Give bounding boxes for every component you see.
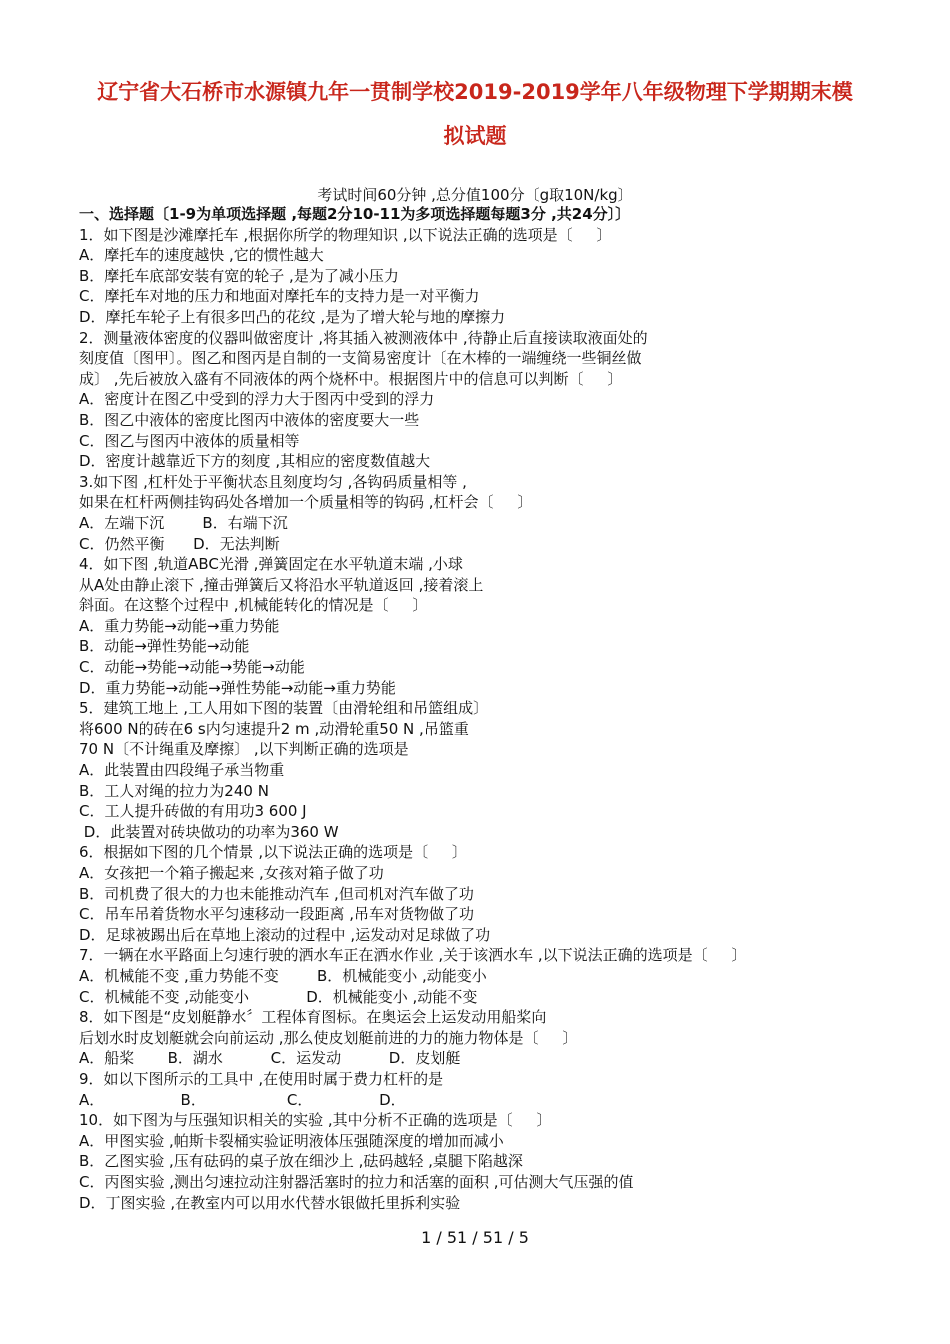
option-line: A．女孩把一个箱子搬起来 ,女孩对箱子做了功 [79, 864, 384, 882]
option-line: B．工人对绳的拉力为240 N [79, 781, 269, 800]
exam-info: 考试时间60分钟 ,总分值100分〔g取10N/kg〕 [317, 186, 633, 204]
question-line: 70 N〔不计绳重及摩擦〕 ,以下判断正确的选项是 [79, 740, 409, 759]
option-line: C．图乙与图丙中液体的质量相等 [79, 431, 300, 450]
option-line: D．摩托车轮子上有很多凹凸的花纹 ,是为了增大轮与地的摩擦力 [79, 307, 506, 326]
question-line: 将600 N的砖在6 s内匀速提升2 m ,动滑轮重50 N ,吊篮重 [79, 719, 469, 738]
option-line: D．此装置对砖块做功的功率为360 W [79, 822, 339, 841]
question-line: 9．如以下图所示的工具中 ,在使用时属于费力杠杆的是 [79, 1069, 444, 1088]
section-heading: 一、选择题〔1-9为单项选择题 ,每题2分10-11为多项选择题每题3分 ,共24分〕〕 [79, 205, 631, 223]
option-line: A．密度计在图乙中受到的浮力大于图丙中受到的浮力 [79, 390, 435, 409]
option-line: D．重力势能→动能→弹性势能→动能→重力势能 [79, 678, 396, 697]
page-footer: 1 / 51 / 51 / 5 [421, 1228, 529, 1247]
option-line: A．甲图实验 ,帕斯卡裂桶实验证明液体压强随深度的增加而减小 [79, 1131, 504, 1150]
question-line: 成〕 ,先后被放入盛有不同液体的两个烧杯中。根据图片中的信息可以判断〔 〕 [79, 369, 623, 388]
option-line: C．摩托车对地的压力和地面对摩托车的支持力是一对平衡力 [79, 287, 480, 306]
option-line: C．动能→势能→动能→势能→动能 [79, 658, 305, 677]
option-line: A． B． C． D． [79, 1090, 406, 1109]
question-line: 刻度值〔图甲〕。图乙和图丙是自制的一支简易密度计〔在木棒的一端缠绕一些铜丝做 [79, 349, 642, 368]
option-line: C．仍然平衡 D．无法判断 [79, 534, 280, 553]
option-line: B．动能→弹性势能→动能 [79, 637, 250, 656]
question-line: 5．建筑工地上 ,工人用如下图的装置〔由滑轮组和吊篮组成〕 [79, 699, 489, 718]
option-line: A．左端下沉 B．右端下沉 [79, 513, 288, 532]
option-line: D．足球被踢出后在草地上滚动的过程中 ,运发动对足球做了功 [79, 925, 491, 944]
option-line: D．密度计越靠近下方的刻度 ,其相应的密度数值越大 [79, 452, 431, 471]
option-line: C．吊车吊着货物水平匀速移动一段距离 ,吊车对货物做了功 [79, 905, 475, 924]
option-line: A．摩托车的速度越快 ,它的惯性越大 [79, 246, 324, 265]
option-line: A．机械能不变 ,重力势能不变 B．机械能变小 ,动能变小 [79, 966, 487, 985]
question-line: 如果在杠杆两侧挂钩码处各增加一个质量相等的钩码 ,杠杆会〔 〕 [79, 493, 533, 512]
question-line: 后划水时皮划艇就会向前运动 ,那么使皮划艇前进的力的施力物体是〔 〕 [79, 1028, 578, 1047]
question-body [79, 204, 879, 1213]
question-line: 7．一辆在水平路面上匀速行驶的洒水车正在洒水作业 ,关于该洒水车 ,以下说法正确的选项是〔 〕 [79, 946, 747, 965]
option-line: C．丙图实验 ,测出匀速拉动注射器活塞时的拉力和活塞的面积 ,可估测大气压强的值 [79, 1172, 634, 1191]
option-line: B．摩托车底部安装有宽的轮子 ,是为了减小压力 [79, 266, 399, 285]
question-line: 斜面。在这整个过程中 ,机械能转化的情况是〔 〕 [79, 596, 428, 615]
question-line: 3.如下图 ,杠杆处于平衡状态且刻度均匀 ,各钩码质量相等 , [79, 472, 467, 491]
option-line: A．此装置由四段绳子承当物重 [79, 761, 285, 780]
option-line: C．工人提升砖做的有用功3 600 J [79, 802, 307, 821]
option-line: A．重力势能→动能→重力势能 [79, 616, 280, 635]
question-line: 8．如下图是“皮划艇静水〞工程体育图标。在奥运会上运发动用船桨向 [79, 1008, 547, 1027]
option-line: C．机械能不变 ,动能变小 D．机械能变小 ,动能不变 [79, 987, 478, 1006]
document-title-line-1: 辽宁省大石桥市水源镇九年一贯制学校2019-2019学年八年级物理下学期期末模 [97, 80, 853, 104]
question-line: 从A处由静止滚下 ,撞击弹簧后又将沿水平轨道返回 ,接着滚上 [79, 575, 484, 594]
option-line: B．乙图实验 ,压有砝码的桌子放在细沙上 ,砝码越轻 ,桌腿下陷越深 [79, 1152, 523, 1171]
option-line: B．司机费了很大的力也未能推动汽车 ,但司机对汽车做了功 [79, 884, 474, 903]
option-line: B．图乙中液体的密度比图丙中液体的密度要大一些 [79, 410, 420, 429]
question-line: 6．根据如下图的几个情景 ,以下说法正确的选项是〔 〕 [79, 843, 467, 862]
question-line: 2．测量液体密度的仪器叫做密度计 ,将其插入被测液体中 ,待静止后直接读取液面处的 [79, 328, 648, 347]
question-line: 4．如下图 ,轨道ABC光滑 ,弹簧固定在水平轨道末端 ,小球 [79, 555, 463, 574]
document-title-line-2: 拟试题 [443, 124, 507, 148]
option-line: A．船桨 B．湖水 C．运发动 D．皮划艇 [79, 1049, 461, 1068]
question-line: 1．如下图是沙滩摩托车 ,根据你所学的物理知识 ,以下说法正确的选项是〔 〕 [79, 225, 612, 244]
option-line: D．丁图实验 ,在教室内可以用水代替水银做托里拆利实验 [79, 1193, 461, 1212]
question-line: 10．如下图为与压强知识相关的实验 ,其中分析不正确的选项是〔 〕 [79, 1111, 552, 1130]
